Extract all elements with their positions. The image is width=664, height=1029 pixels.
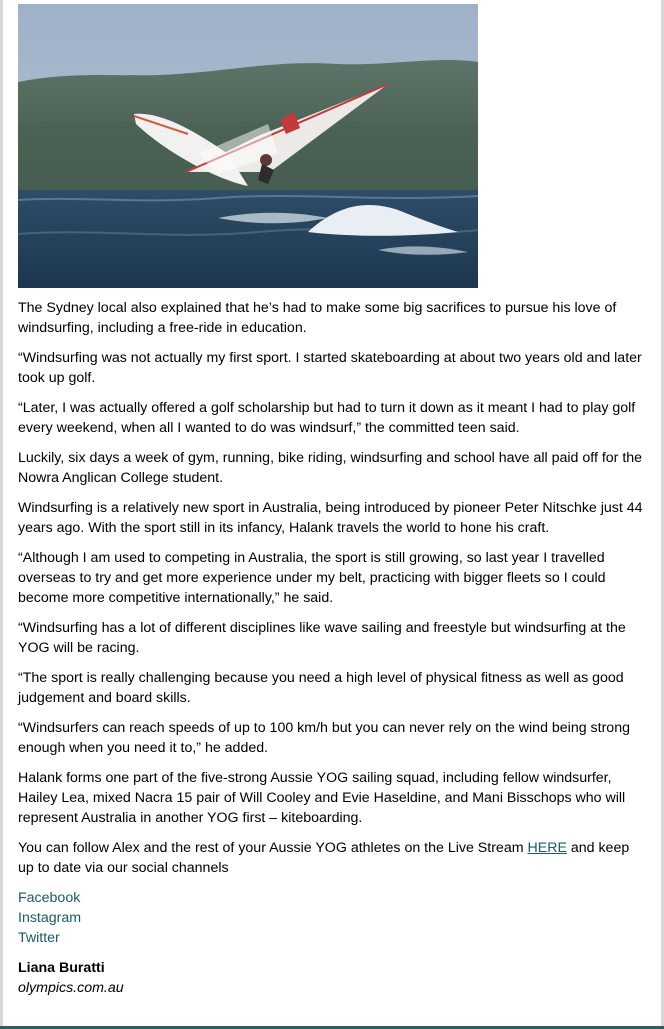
follow-text-after: and keep up to date via our social channels bbox=[18, 840, 630, 876]
article-paragraph: The Sydney local also explained that he’s had to make some big sacrifices to pursue his love of windsurfing, including a free-ride in education. bbox=[18, 300, 617, 336]
article-paragraph: Windsurfing is a relatively new sport in Australia, being introduced by pioneer Peter Nitschke just 44 years ago. With the sport still in its infancy, Halank travels the world to hone his craft. bbox=[18, 500, 643, 536]
author-name: Liana Buratti bbox=[18, 960, 105, 976]
source-site: olympics.com.au bbox=[18, 980, 124, 996]
article-paragraph: Luckily, six days a week of gym, running, bike riding, windsurfing and school have all paid off for the Nowra Anglican College student. bbox=[18, 450, 643, 486]
article-paragraph: “Later, I was actually offered a golf scholarship but had to turn it down as it meant I had to play golf every weekend, when all I wanted to do was windsurf,” the committed teen said. bbox=[18, 400, 636, 436]
article-paragraph: “Windsurfers can reach speeds of up to 100 km/h but you can never rely on the wind being strong enough when you need it to,” he added. bbox=[18, 720, 630, 756]
facebook-link[interactable]: Facebook bbox=[18, 890, 81, 906]
twitter-link[interactable]: Twitter bbox=[18, 930, 60, 946]
article-paragraph: “Although I am used to competing in Australia, the sport is still growing, so last year I travelled overseas to try and get more experience under my belt, practicing with bigger fleets so I could become more competitive internationally,” he said. bbox=[18, 550, 606, 606]
live-stream-link[interactable]: HERE bbox=[527, 840, 567, 856]
windsurfer-photo bbox=[18, 4, 478, 288]
follow-paragraph bbox=[18, 838, 646, 878]
article-paragraph: “The sport is really challenging because you need a high level of physical fitness as well as good judgement and board skills. bbox=[18, 670, 624, 706]
instagram-link[interactable]: Instagram bbox=[18, 910, 82, 926]
article-paragraph: “Windsurfing has a lot of different disciplines like wave sailing and freestyle but windsurfing at the YOG will be racing. bbox=[18, 620, 626, 656]
article-body bbox=[18, 4, 646, 998]
left-border bbox=[0, 0, 3, 1029]
article-paragraph: “Windsurfing was not actually my first sport. I started skateboarding at about two years old and later took up golf. bbox=[18, 350, 642, 386]
article-paragraph: Halank forms one part of the five-strong Aussie YOG sailing squad, including fellow windsurfer, Hailey Lea, mixed Nacra 15 pair of Will Cooley and Evie Haseldine, and Mani Bisschops who will represent Australia in another YOG first – kiteboarding. bbox=[18, 770, 626, 826]
social-links bbox=[18, 888, 646, 948]
follow-text-before: You can follow Alex and the rest of your Aussie YOG athletes on the Live Stream bbox=[18, 840, 528, 856]
